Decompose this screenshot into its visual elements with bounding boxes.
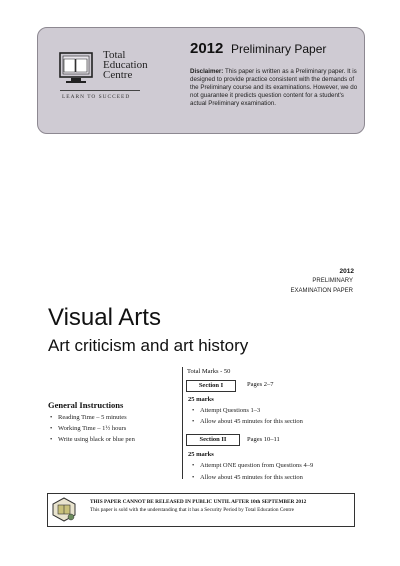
section-2-label: Section II <box>186 434 240 446</box>
paper-title: Preliminary Paper <box>231 42 327 56</box>
instruction-item: • Write using black or blue pen <box>58 436 135 443</box>
logo-divider <box>60 90 140 91</box>
section-1-item: • Allow about 45 minutes for this section <box>200 418 303 425</box>
disclaimer-text: This paper is written as a Preliminary paper. It is designed to provide practice consistent with the demands of the Preliminary course and its examinations. However, we do not guarantee it predicts question content for a student's actual Preliminary examination. <box>190 68 358 107</box>
section-2-item: • Attempt ONE question from Questions 4–9 <box>200 462 313 469</box>
total-marks: Total Marks - 50 <box>187 368 231 375</box>
section-1-item: • Attempt Questions 1–3 <box>200 407 260 414</box>
seal-icon <box>51 497 77 522</box>
logo-line-2: Education <box>103 59 148 71</box>
logo-wordmark <box>103 50 148 80</box>
subject-subtitle: Art criticism and art history <box>48 336 249 355</box>
footer-security-notice: This paper is sold with the understanding that it has a Security Period by Total Education Centre <box>90 507 295 513</box>
exam-label-line-1: PRELIMINARY <box>312 278 353 284</box>
disclaimer-label: Disclaimer: <box>190 68 224 75</box>
section-2-marks: 25 marks <box>188 451 214 458</box>
cover-year: 2012 <box>339 268 354 275</box>
section-1-pages: Pages 2–7 <box>247 381 274 388</box>
general-instructions-title: General Instructions <box>48 400 124 410</box>
section-2-item: • Allow about 45 minutes for this section <box>200 474 303 481</box>
subject-title: Visual Arts <box>48 304 161 331</box>
logo-tagline: LEARN TO SUCCEED <box>62 94 131 100</box>
footer-release-notice: THIS PAPER CANNOT BE RELEASED IN PUBLIC UNTIL AFTER 10th SEPTEMBER 2012 <box>90 499 307 505</box>
disclaimer <box>190 68 358 108</box>
instruction-item: • Working Time – 1½ hours <box>58 425 126 432</box>
instruction-item: • Reading Time – 5 minutes <box>58 414 127 421</box>
exam-label-line-2: EXAMINATION PAPER <box>290 288 353 294</box>
column-divider <box>182 367 183 479</box>
paper-year: 2012 <box>190 40 224 57</box>
logo-line-1: Total <box>103 49 126 61</box>
section-2-pages: Pages 10–11 <box>247 436 280 443</box>
exam-label <box>291 276 353 296</box>
logo-line-3: Centre <box>103 69 133 81</box>
section-1-label: Section I <box>186 380 236 392</box>
section-1-marks: 25 marks <box>188 396 214 403</box>
